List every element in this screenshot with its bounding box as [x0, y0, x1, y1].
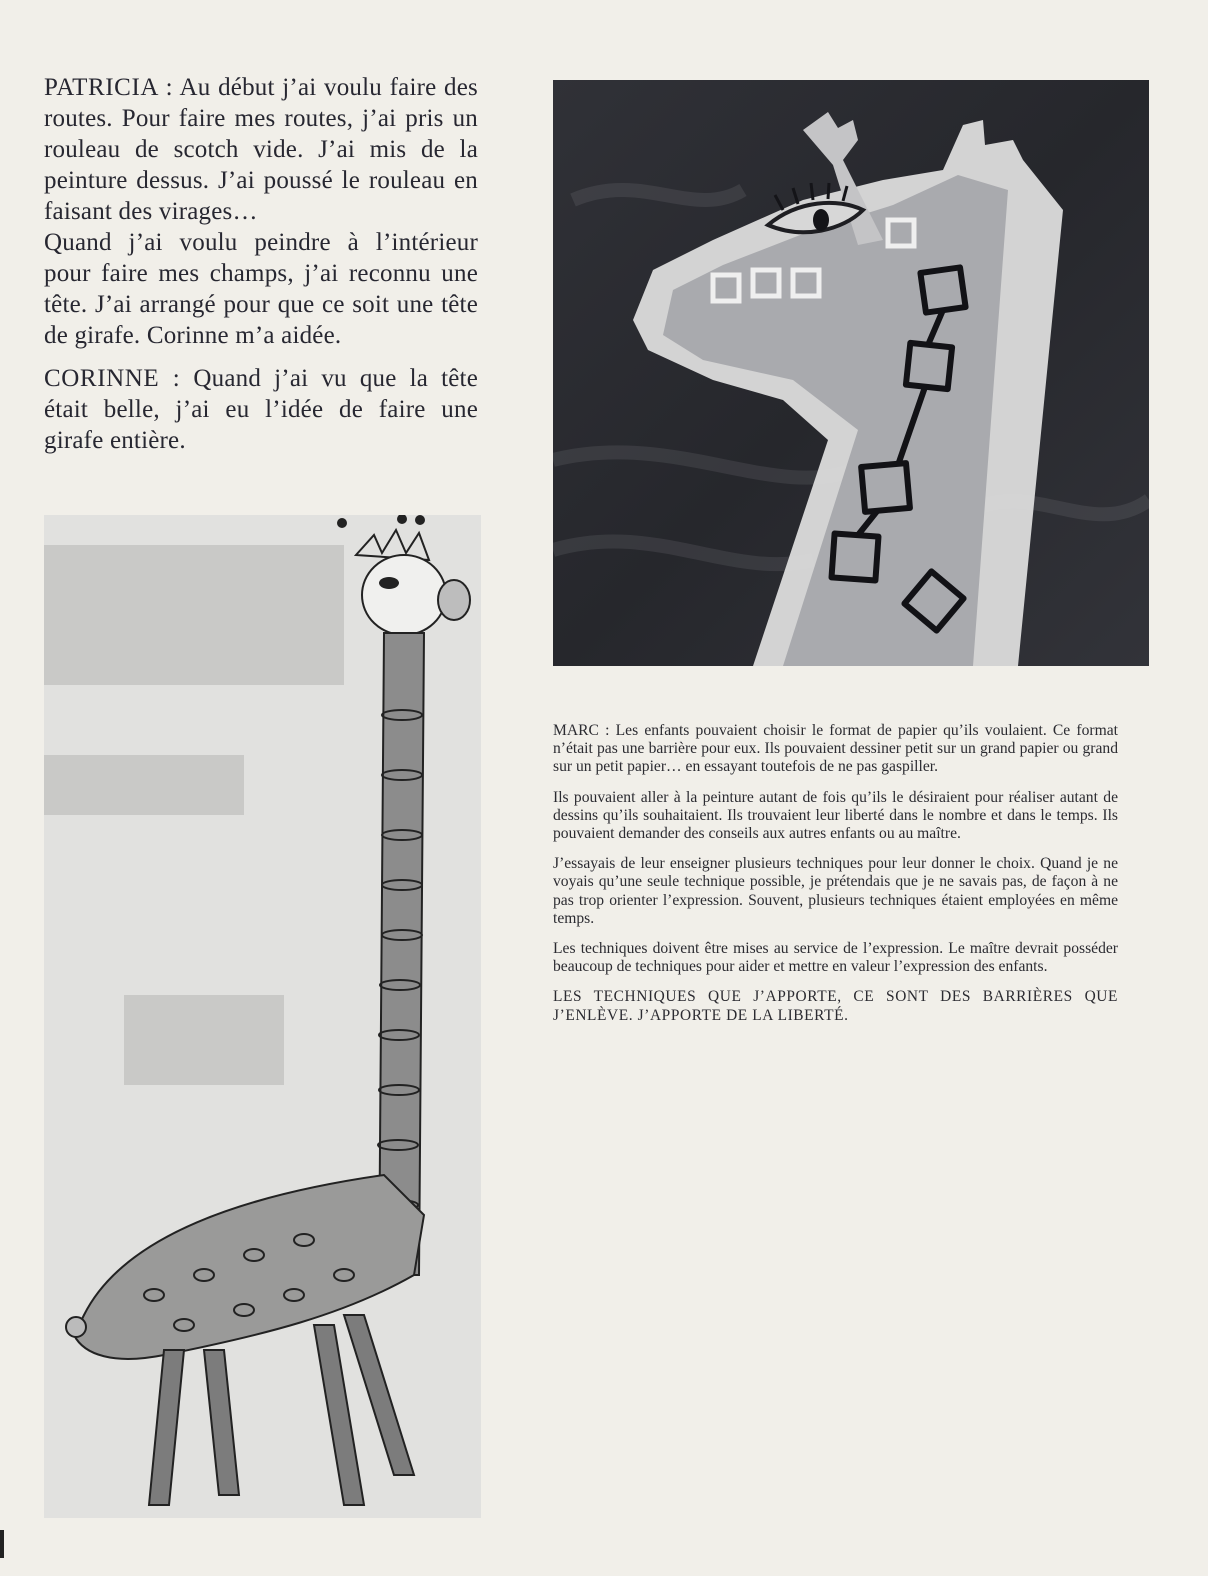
patricia-text: Au début j’ai voulu faire des routes. Pour faire mes routes, j’ai pris un rouleau de scotch vide. J’ai mis de la peinture dessus. J’ai poussé le rouleau en faisant des virages… — [44, 74, 478, 225]
page-edge-mark — [0, 1530, 4, 1558]
marc-text — [553, 722, 1118, 1037]
marc-text-1: Les enfants pouvaient choisir le format de papier qu’ils voulaient. Ce format n’était pas une barrière pour eux. Ils pouvaient dessiner petit sur un grand papier ou grand sur un petit papier… en essayant toutefois de ne pas gaspiller. — [553, 722, 1118, 776]
patricia-text-2: Quand j’ai voulu peindre à l’intérieur pour faire mes champs, j’ai reconnu une tête. J’ai arrangé pour que ce soit une tête de girafe. Corinne m’a aidée. — [44, 229, 478, 349]
marc-paragraph-4: Les techniques doivent être mises au service de l’expression. Le maître devrait posséder beaucoup de techniques pour aider et mettre en valeur l’expression des enfants. — [553, 940, 1118, 976]
speaker-marc: MARC : — [553, 722, 610, 739]
speaker-corinne: CORINNE : — [44, 365, 181, 392]
marc-paragraph-2: Ils pouvaient aller à la peinture autant de fois qu’ils le désiraient pour réaliser autant de dessins qu’ils souhaitaient. Ils trouvaient leur liberté dans le nombre et dans le temps. Ils pouvaient demander des conseils aux autres enfants ou au maître. — [553, 788, 1118, 843]
patricia-paragraph — [44, 72, 478, 351]
corinne-text: Quand j’ai vu que la tête était belle, j’ai eu l’idée de faire une girafe entière. — [44, 365, 478, 454]
corinne-paragraph — [44, 363, 478, 456]
intro-text — [44, 72, 478, 468]
marc-paragraph-3: J’essayais de leur enseigner plusieurs techniques pour leur donner le choix. Quand je ne voyais qu’une seule technique possible, je prétendais que je ne savais pas, de façon à ne pas trop orienter l’expression. Souvent, plusieurs techniques étaient employées en même temps. — [553, 855, 1118, 927]
giraffe-full-image — [44, 515, 481, 1518]
marc-paragraph-5: LES TECHNIQUES QUE J’APPORTE, CE SONT DES BARRIÈRES QUE J’ENLÈVE. J’APPORTE DE LA LIBERTÉ. — [553, 988, 1118, 1024]
speaker-patricia: PATRICIA : — [44, 74, 174, 101]
giraffe-head-image — [553, 80, 1149, 666]
marc-paragraph-1 — [553, 722, 1118, 777]
